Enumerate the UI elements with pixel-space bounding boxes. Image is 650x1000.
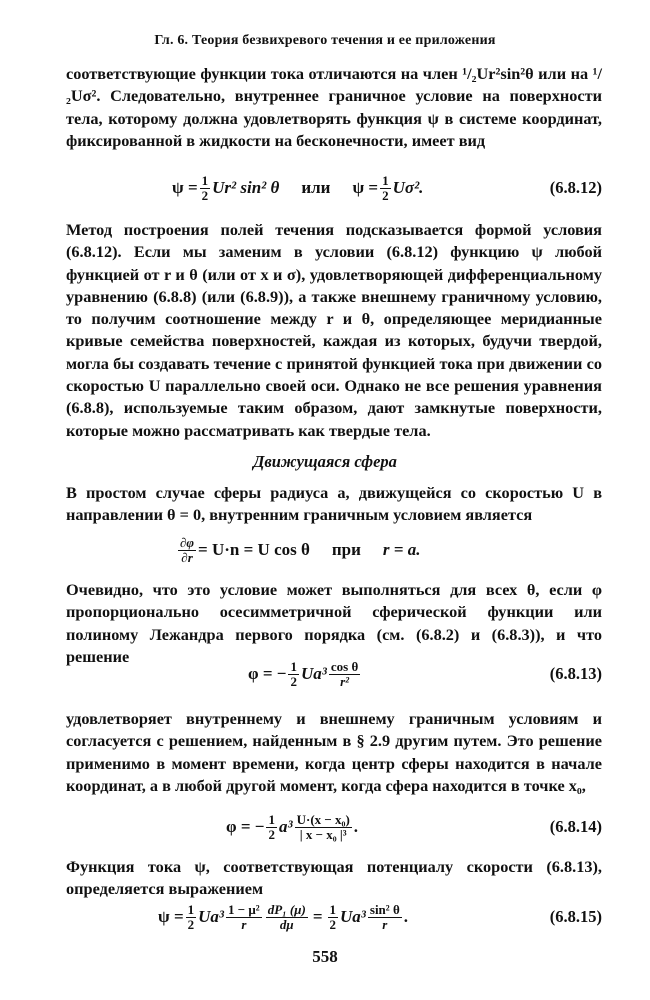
- equation-6-8-12: ψ = $\frac{1}{2}$ Ur² sin² θ или ψ = $\frac{1}{2}$ Uσ². (6.8.12): [66, 166, 602, 210]
- term-half-usigma2: ¹/₂Uσ²: [66, 64, 602, 106]
- fraction-one-half-2: $\frac{1}{2}$: [382, 172, 389, 203]
- equation-boundary-condition: $\frac{\partial\varphi}{\partial r}$ = U·n = U cos θ при r = a.: [180, 534, 421, 565]
- fraction-sin2-theta-r: $\frac{\text{sin² θ}}{r}$: [369, 901, 400, 932]
- section-title: Движущаяся сфера: [253, 452, 397, 471]
- running-header: Гл. 6. Теория безвихревого течения и ее приложения: [154, 33, 496, 48]
- equation-6-8-13: φ = − $\frac{1}{2}$ Ua³ $\frac{\text{cos θ}}{\text{r²}}$ (6.8.13): [66, 652, 602, 696]
- fraction-one-half-3: $\frac{1}{2}$: [290, 658, 297, 689]
- equation-number: (6.8.15): [549, 907, 602, 926]
- page-number: 558: [312, 947, 338, 966]
- term-half-ur2: ¹/₂Ur²sin²θ: [462, 64, 534, 83]
- paragraph-1: соответствующие функции тока отличаются на член ¹/₂Ur²sin²θ или на ¹/₂Uσ². Следовательно, внутреннее граничное условие на поверхности тела, которому должна удовлетворять функция ψ в системе координат, фиксированной в жидкости на бесконечности, имеет вид: [66, 64, 602, 150]
- fraction-one-half: $\frac{1}{2}$: [201, 172, 209, 203]
- paragraph-3: В простом случае сферы радиуса a, движущейся со скоростью U в направлении θ = 0, внутренним граничным условием является: [66, 483, 602, 525]
- equation-6-8-14: φ = − $\frac{1}{2}$ a³ $\frac{\text{U·(x − x₀)}}{\text{| x − x₀ |³}}$ . (6.8.14): [66, 805, 602, 849]
- fraction-cos-theta-r2: $\frac{\text{cos θ}}{\text{r²}}$: [330, 658, 359, 689]
- paragraph-6: Функция тока ψ, соответствующая потенциалу скорости (6.8.13), определяется выражением: [66, 857, 602, 899]
- fraction-one-half-4: $\frac{1}{2}$: [268, 811, 275, 842]
- equation-number: (6.8.12): [549, 178, 602, 197]
- fraction-dp1-dmu: $\frac{\text{dP₁ (μ)}}{d\mu}$: [267, 901, 306, 932]
- equation-number: (6.8.14): [549, 817, 602, 836]
- paragraph-4: Очевидно, что это условие может выполняться для всех θ, если φ пропорционально осесимметричной сферической функции или полиному Лежандра первого порядка (см. (6.8.2) и (6.8.3)), и что решение: [66, 580, 602, 666]
- fraction-dphi-dr: $\frac{\partial\varphi}{\partial r}$: [180, 534, 195, 565]
- equation-6-8-15: ψ = $\frac{1}{2}$ Ua³ $\frac{\text{1 − μ²}}{r}$ $\frac{\text{dP₁ (μ)}}{d\mu}$ = $\frac{1}{2}$ Ua³ $\frac{\text{sin² θ}}{r}$ . (6.8.15): [66, 895, 602, 939]
- paragraph-2: Метод построения полей течения подсказывается формой условия (6.8.12). Если мы заменим в условии (6.8.12) функцию ψ любой функцией от r и θ (или от x и σ), удовлетворяющей дифференциальному уравнению (6.8.8) (или (6.8.9)), а также внешнему граничному условию, то получим соотношение между r и θ, определяющее меридианные кривые семейства поверхностей, каждая из которых, будучи твердой, могла бы создавать течение с принятой функцией тока при движении со скоростью U параллельно своей оси. Однако не все решения уравнения (6.8.8), используемые таким образом, дают замкнутые поверхности, которые можно рассматривать как твердые тела.: [66, 220, 602, 440]
- paragraph-5: удовлетворяет внутреннему и внешнему граничным условиям и согласуется с решением, найденным в § 2.9 другим путем. Это решение применимо в момент времени, когда центр сферы находится в начале координат, а в любой другой момент, когда сфера находится в точке x₀,: [66, 709, 602, 795]
- equation-number: (6.8.13): [549, 664, 602, 683]
- fraction-u-dot-x: $\frac{\text{U·(x − x₀)}}{\text{| x − x₀ |³}}$: [296, 811, 350, 842]
- fraction-one-half-5: $\frac{1}{2}$: [187, 901, 195, 932]
- fraction-1-minus-mu2-r: $\frac{\text{1 − μ²}}{r}$: [228, 901, 260, 932]
- fraction-one-half-6: $\frac{1}{2}$: [329, 901, 337, 932]
